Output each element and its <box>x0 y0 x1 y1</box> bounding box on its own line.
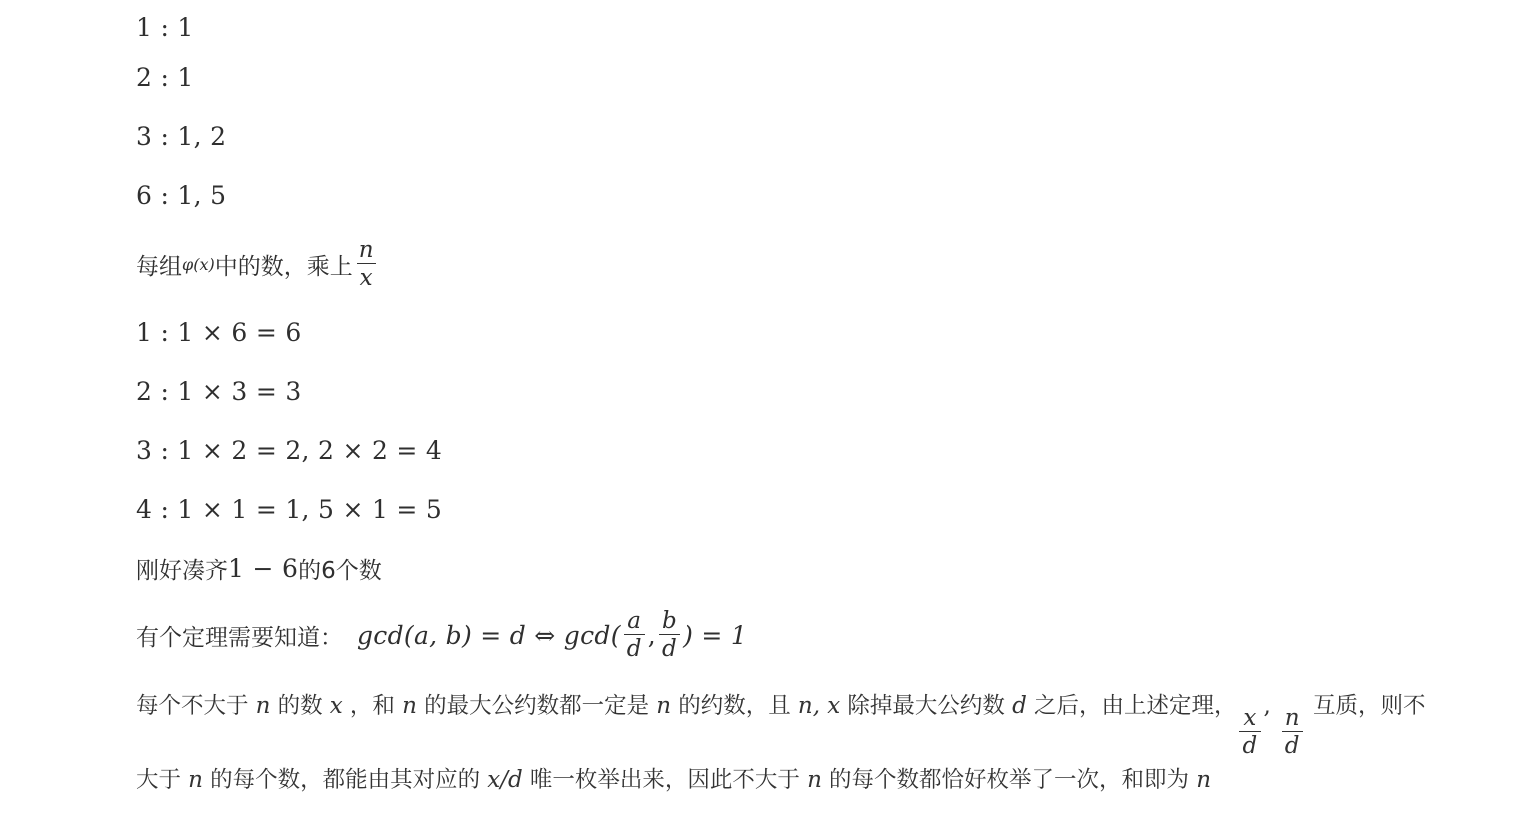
phi-symbol: φ(x) <box>182 254 215 274</box>
product-line-1: 1 : 1 × 6 = 6 <box>136 318 302 347</box>
fraction-denominator: d <box>624 634 645 661</box>
theorem-rhs: ) = 1 <box>683 620 748 650</box>
para-seg-5: 的约数，且 <box>671 693 798 719</box>
fraction-denominator: d <box>659 634 680 661</box>
list-item <box>136 303 1535 362</box>
para-seg-1: 每个不大于 <box>136 693 256 719</box>
para-seg-10: 唯一枚举出来，因此不大于 <box>522 766 808 793</box>
ratio-line-2: 2 : 1 <box>136 63 194 92</box>
list-item <box>136 107 1535 166</box>
fraction-n-over-d <box>1282 706 1303 758</box>
fraction-x-over-d <box>1239 706 1260 758</box>
list-item <box>136 480 1535 539</box>
var-n-4: n <box>188 766 203 793</box>
fraction-numerator: b <box>662 607 678 634</box>
var-n-2: n <box>402 693 417 719</box>
var-n-6: n <box>1196 766 1212 793</box>
para-seg-3: ，和 <box>342 693 403 719</box>
theorem-comma: , <box>647 620 657 650</box>
fraction-denominator: d <box>1239 731 1260 758</box>
fraction-numerator: n <box>1284 704 1300 731</box>
sum-note-line <box>136 539 1535 598</box>
product-line-2: 2 : 1 × 3 = 3 <box>136 377 302 406</box>
fraction-denominator: d <box>1282 731 1303 758</box>
product-line-3: 3 : 1 × 2 = 2, 2 × 2 = 4 <box>136 436 443 465</box>
var-n-1: n <box>255 693 271 719</box>
para-comma: , <box>1263 693 1279 719</box>
theorem-line <box>136 598 1535 672</box>
var-n-3: n <box>656 693 672 719</box>
para-seg-9: 的每个数，都能由其对应的 <box>202 766 488 793</box>
fraction-denominator: x <box>357 263 376 290</box>
ratio-line-3: 3 : 1, 2 <box>136 122 227 151</box>
sum-note-range: 1 − 6 <box>228 554 299 583</box>
fraction-b-over-d <box>659 609 680 661</box>
para-seg-8: 互质，则不大于 <box>136 693 1426 793</box>
theorem-lhs: gcd(a, b) = d ⇔ gcd( <box>357 620 621 650</box>
phi-multiply-line <box>136 225 1535 303</box>
list-item <box>136 0 1535 48</box>
fraction-n-over-x <box>356 238 377 290</box>
list-item <box>136 362 1535 421</box>
list-item <box>136 166 1535 225</box>
var-d: d <box>1012 693 1027 719</box>
ratio-line-4: 6 : 1, 5 <box>136 181 227 210</box>
product-line-4: 4 : 1 × 1 = 1, 5 × 1 = 5 <box>136 495 443 524</box>
var-x-over-d-inline: x/d <box>487 766 523 793</box>
para-seg-11: 的每个数都恰好枚举了一次，和即为 <box>821 766 1197 793</box>
sum-note-prefix: 刚好凑齐 <box>136 558 228 584</box>
var-x-1: x <box>329 693 343 719</box>
list-item <box>136 48 1535 107</box>
fraction-numerator: x <box>1243 704 1257 731</box>
phi-line-prefix: 每组 <box>136 253 182 280</box>
para-seg-2: 的数 <box>270 693 330 719</box>
explanation-paragraph <box>136 684 1426 803</box>
var-n-x: n, x <box>797 693 841 719</box>
fraction-a-over-d <box>624 609 645 661</box>
ratio-line-1: 1 : 1 <box>136 13 194 42</box>
para-seg-4: 的最大公约数都一定是 <box>416 693 657 719</box>
para-seg-7: 之后，由上述定理， <box>1026 693 1237 719</box>
var-n-5: n <box>807 766 822 793</box>
sum-note-suffix: 的6个数 <box>298 558 382 584</box>
phi-line-middle: 中的数，乘上 <box>214 253 353 280</box>
fraction-numerator: a <box>627 607 642 634</box>
para-seg-6: 除掉最大公约数 <box>840 693 1013 719</box>
fraction-numerator: n <box>358 236 374 263</box>
theorem-label: 有个定理需要知道： <box>136 624 343 651</box>
list-item <box>136 421 1535 480</box>
